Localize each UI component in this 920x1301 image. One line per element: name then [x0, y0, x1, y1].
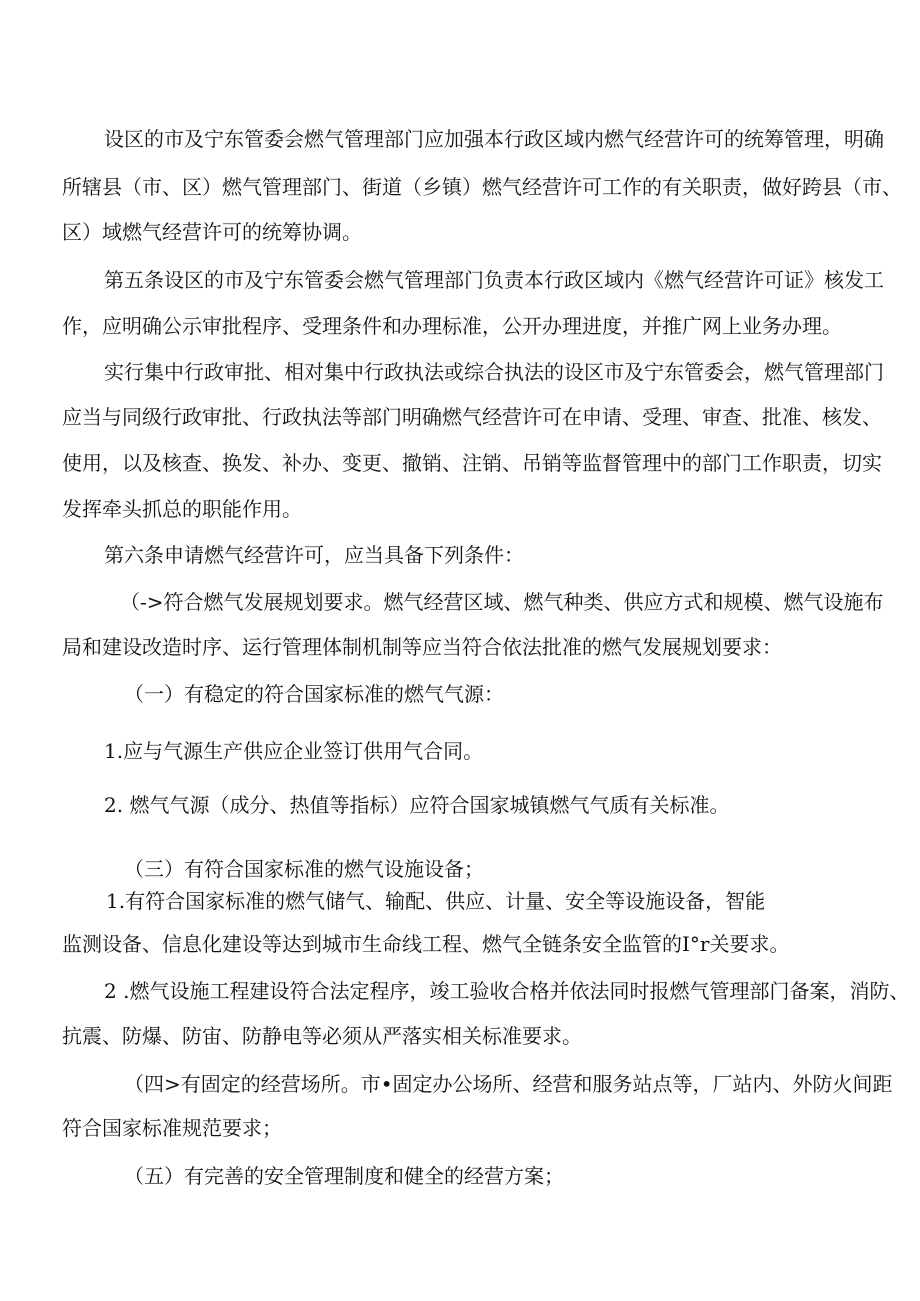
paragraph-line: 监测设备、信息化建设等达到城市生命线工程、燃气全链条安全监管的I°r关要求。	[62, 932, 790, 956]
paragraph-line: 1.有符合国家标准的燃气储气、输配、供应、计量、安全等设施设备，智能	[106, 889, 766, 913]
paragraph-line: 使用，以及核查、换发、补办、变更、撤销、注销、吊销等监督管理中的部门工作职责，切实	[62, 451, 882, 475]
paragraph-line: 区）域燃气经营许可的统筹协调。	[62, 220, 362, 244]
paragraph-line: 1.应与气源生产供应企业签订供用气合同。	[104, 739, 484, 763]
paragraph-line: 发挥牵头抓总的职能作用。	[62, 497, 302, 521]
paragraph-line: 第五条设区的市及宁东管委会燃气管理部门负责本行政区域内《燃气经营许可证》核发工	[104, 268, 884, 292]
paragraph-line: 2 .燃气设施工程建设符合法定程序，竣工验收合格并依法同时报燃气管理部门备案，消防、	[104, 979, 910, 1003]
paragraph-line: 第六条申请燃气经营许可，应当具备下列条件：	[104, 543, 524, 567]
paragraph-line: （四>有固定的经营场所。市•固定办公场所、经营和服务站点等，厂站内、外防火间距	[124, 1072, 893, 1096]
paragraph-line: 应当与同级行政审批、行政执法等部门明确燃气经营许可在申请、受理、审查、批准、核发、	[62, 405, 882, 429]
paragraph-line: 实行集中行政审批、相对集中行政执法或综合执法的设区市及宁东管委会，燃气管理部门	[104, 360, 884, 384]
paragraph-line: （三）有符合国家标准的燃气设施设备；	[124, 857, 484, 881]
paragraph-line: 所辖县（市、区）燃气管理部门、街道（乡镇）燃气经营许可工作的有关职责，做好跨县（市、	[62, 175, 902, 199]
paragraph-line: 抗震、防爆、防宙、防静电等必须从严落实相关标准要求。	[62, 1024, 582, 1048]
paragraph-line: 局和建设改造时序、运行管理体制机制等应当符合依法批准的燃气发展规划要求：	[62, 635, 782, 659]
paragraph-line: （五）有完善的安全管理制度和健全的经营方案；	[124, 1164, 564, 1188]
paragraph-line: 2. 燃气气源（成分、热值等指标）应符合国家城镇燃气气质有关标准。	[104, 793, 730, 817]
paragraph-line: 符合国家标准规范要求；	[62, 1116, 282, 1140]
paragraph-line: （一）有稳定的符合国家标准的燃气气源：	[124, 682, 504, 706]
paragraph-line: （->符合燃气发展规划要求。燃气经营区域、燃气种类、供应方式和规模、燃气设施布	[120, 590, 884, 614]
paragraph-line: 设区的市及宁东管委会燃气管理部门应加强本行政区域内燃气经营许可的统筹管理，明确	[104, 127, 884, 151]
paragraph-line: 作，应明确公示审批程序、受理条件和办理标准，公开办理进度，并推广网上业务办理。	[62, 314, 842, 338]
